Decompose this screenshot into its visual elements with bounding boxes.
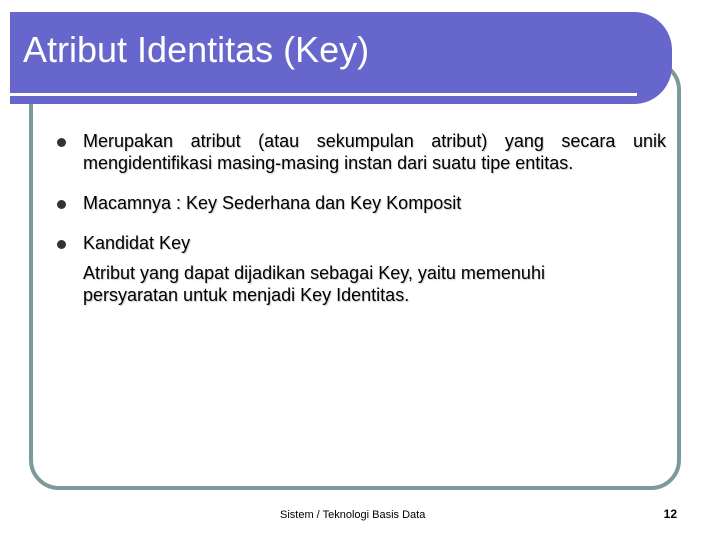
bullet-dot-icon	[57, 240, 66, 249]
bullet-item	[56, 130, 666, 174]
bullet-text: Kandidat Key	[83, 233, 191, 253]
bullet-item	[56, 192, 666, 214]
bullet-item	[56, 232, 666, 254]
slide-title: Atribut Identitas (Key)	[23, 29, 370, 70]
bullet-dot-icon	[57, 200, 66, 209]
bullet-list	[56, 130, 666, 268]
bullet-dot-icon	[57, 138, 66, 147]
sub-paragraph: Atribut yang dapat dijadikan sebagai Key, yaitu memenuhi persyaratan untuk menjadi Key Identitas.	[83, 263, 545, 305]
footer-text: Sistem / Teknologi Basis Data	[280, 509, 426, 521]
title-divider	[10, 93, 637, 96]
bullet-text: Merupakan atribut (atau sekumpulan atribut) yang secara unik mengidentifikasi masing-masing instan dari suatu tipe entitas.	[83, 131, 666, 173]
page-number: 12	[663, 507, 677, 521]
bullet-text: Macamnya : Key Sederhana dan Key Komposit	[83, 193, 462, 213]
